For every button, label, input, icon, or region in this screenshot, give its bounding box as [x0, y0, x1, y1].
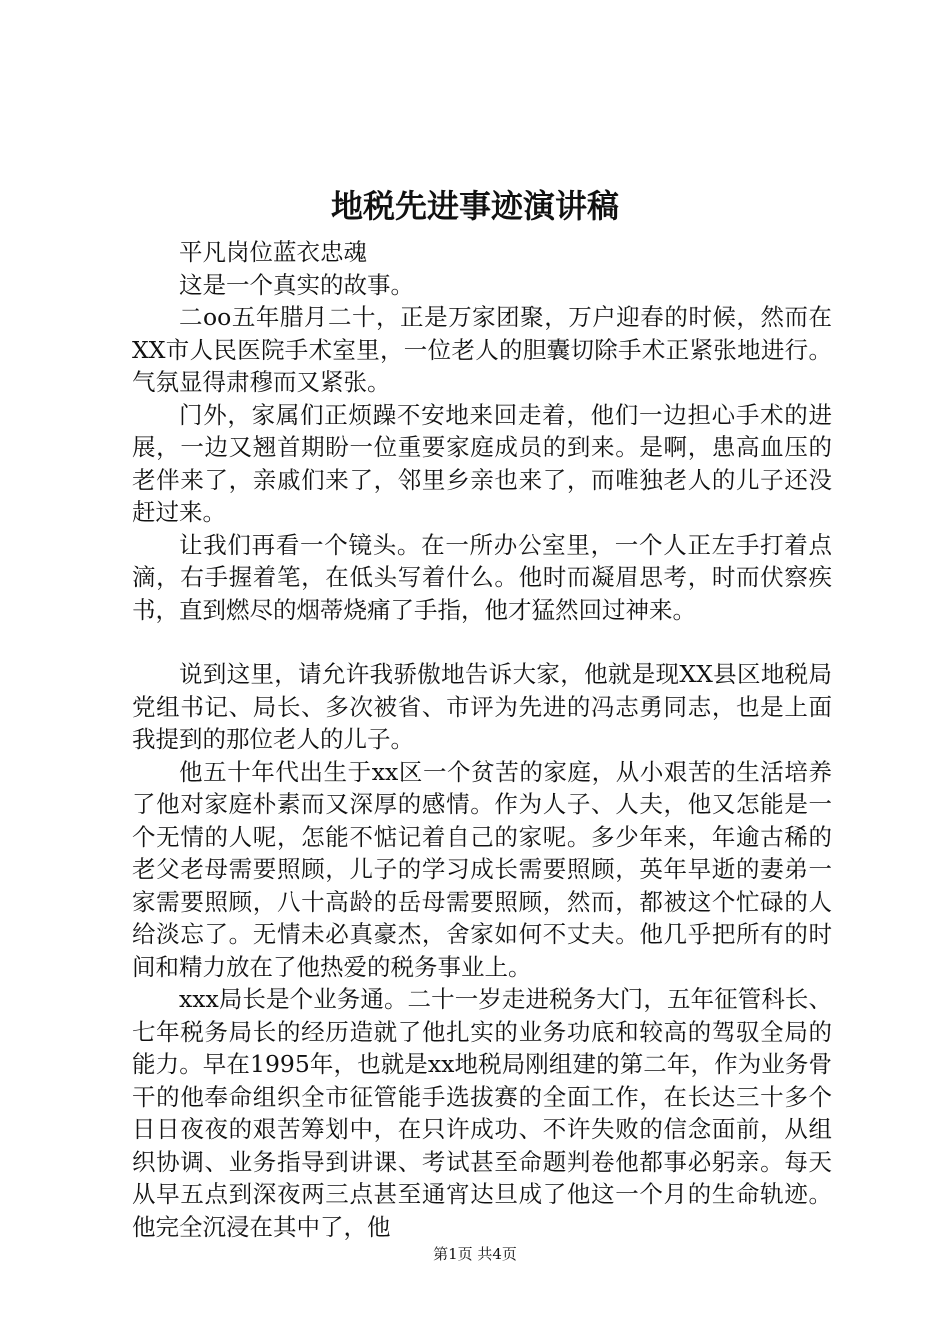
paragraph: xxx局长是个业务通。二十一岁走进税务大门，五年征管科长、七年税务局长的经历造就了他扎实的业务功底和较高的驾驭全局的能力。早在1995年，也就是xx地税局刚组建的第二年，作为业务骨干的他奉命组织全市征管能手选拔赛的全面工作，在长达三十多个日日夜夜的艰苦筹划中，在只许成功、不许失败的信念面前，从组织协调、业务指导到讲课、考试甚至命题判卷他都事必躬亲。每天从早五点到深夜两三点甚至通宵达旦成了他这一个月的生命轨迹。他完全沉浸在其中了，他 [132, 985, 832, 1241]
page-footer: 第1页 共4页 [433, 1245, 517, 1263]
paragraph: 门外，家属们正烦躁不安地来回走着，他们一边担心手术的进展，一边又翘首期盼一位重要家庭成员的到来。是啊，患高血压的老伴来了，亲戚们来了，邻里乡亲也来了，而唯独老人的儿子还没赶过来。 [132, 400, 832, 526]
paragraph: 二oo五年腊月二十，正是万家团聚，万户迎春的时候，然而在XX市人民医院手术室里，一位老人的胆囊切除手术正紧张地进行。气氛显得肃穆而又紧张。 [132, 303, 832, 396]
paragraph: 他五十年代出生于xx区一个贫苦的家庭，从小艰苦的生活培养了他对家庭朴素而又深厚的感情。作为人子、人夫，他又怎能是一个无情的人呢，怎能不惦记着自己的家呢。多少年来，年逾古稀的老父老母需要照顾，儿子的学习成长需要照顾，英年早逝的妻弟一家需要照顾，八十高龄的岳母需要照顾，然而，都被这个忙碌的人给淡忘了。无情未必真豪杰，舍家如何不丈夫。他几乎把所有的时间和精力放在了他热爱的税务事业上。 [132, 757, 832, 981]
paragraph: 说到这里，请允许我骄傲地告诉大家，他就是现XX县区地税局党组书记、局长、多次被省、市评为先进的冯志勇同志，也是上面我提到的那位老人的儿子。 [132, 660, 832, 753]
document-title: 地税先进事迹演讲稿 [330, 187, 619, 225]
paragraph-subtitle: 平凡岗位蓝衣忠魂 [179, 238, 367, 266]
paragraph: 让我们再看一个镜头。在一所办公室里，一个人正左手打着点滴，右手握着笔，在低头写着什么。他时而凝眉思考，时而伏察疾书，直到燃尽的烟蒂烧痛了手指，他才猛然回过神来。 [132, 530, 832, 624]
document-body [132, 236, 832, 1243]
paragraph: 这是一个真实的故事。 [179, 270, 414, 299]
